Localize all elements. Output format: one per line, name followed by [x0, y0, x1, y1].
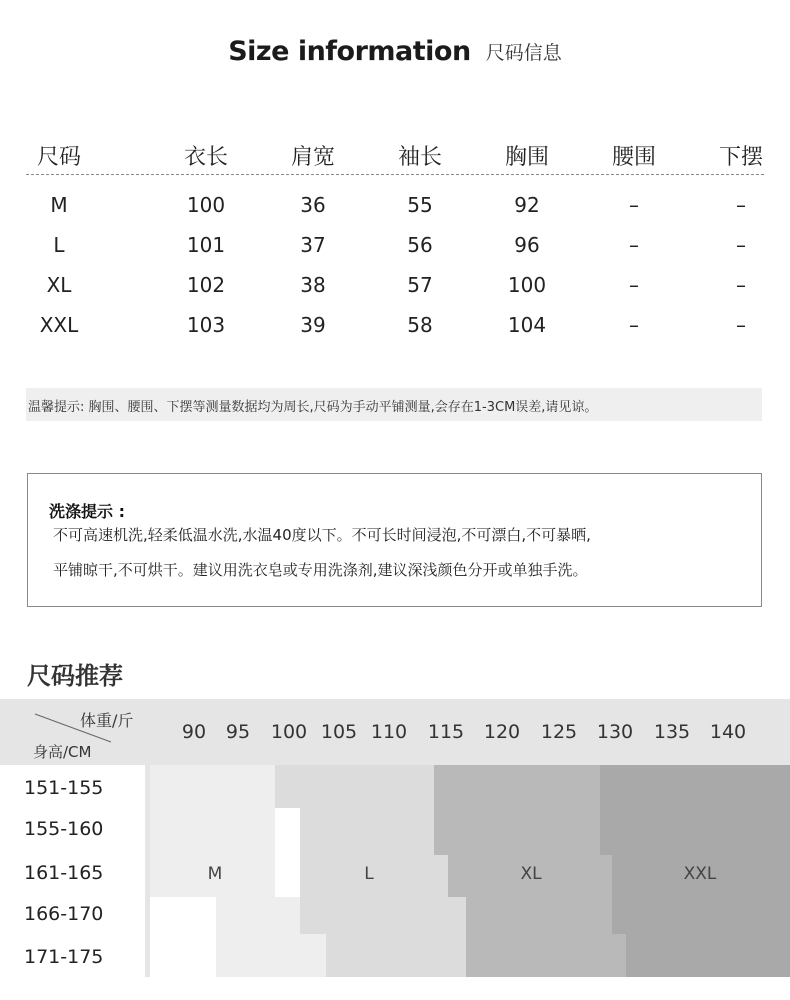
- weight-tick: 110: [370, 721, 408, 743]
- weight-tick: 100: [270, 721, 308, 743]
- table-cell: XXL: [39, 313, 79, 337]
- weight-axis-label: 体重/斤: [80, 711, 134, 730]
- table-cell: 104: [507, 313, 547, 337]
- zone-xxl: [600, 765, 790, 808]
- table-row: [26, 233, 764, 273]
- table-row: [26, 273, 764, 313]
- zone-m: [216, 897, 300, 977]
- table-cell: –: [629, 273, 639, 297]
- table-cell: –: [736, 193, 746, 217]
- table-cell: 96: [514, 233, 540, 257]
- column-header: 下摆: [718, 145, 763, 170]
- table-cell: 39: [300, 313, 326, 337]
- table-cell: 100: [186, 193, 226, 217]
- weight-tick: 90: [181, 721, 207, 743]
- size-table: [26, 140, 764, 353]
- zone-xl: [434, 765, 600, 808]
- recommend-title: 尺码推荐: [27, 662, 123, 690]
- table-cell: –: [629, 193, 639, 217]
- table-cell: 56: [407, 233, 433, 257]
- weight-tick: 125: [540, 721, 578, 743]
- table-cell: 58: [407, 313, 433, 337]
- zone-l: [300, 897, 466, 934]
- table-cell: –: [736, 233, 746, 257]
- height-axis-label: 身高/CM: [33, 743, 92, 761]
- table-row: [26, 193, 764, 233]
- height-range-label: 161-165: [24, 862, 104, 884]
- page-title: Size information: [228, 36, 471, 67]
- table-cell: 100: [507, 273, 547, 297]
- page-header: [0, 36, 790, 67]
- zone-xxl: [612, 897, 790, 934]
- zone-label-xxl: XXL: [683, 864, 717, 884]
- height-range-label: 151-155: [24, 777, 104, 799]
- zone-m-bottom-white: [150, 897, 216, 977]
- table-cell: 101: [186, 233, 226, 257]
- height-range-label: 171-175: [24, 946, 104, 968]
- page-subtitle: 尺码信息: [485, 42, 562, 64]
- table-cell: –: [736, 313, 746, 337]
- height-range-label: 155-160: [24, 818, 104, 840]
- weight-tick: 115: [427, 721, 465, 743]
- zone-xxl: [600, 808, 790, 855]
- column-header: 腰围: [611, 145, 656, 170]
- wash-text-line: 平铺晾干,不可烘干。建议用洗衣皂或专用洗涤剂,建议深浅颜色分开或单独手洗。: [53, 561, 588, 579]
- zone-xl: [466, 934, 626, 977]
- zone-l: [275, 765, 434, 808]
- table-cell: 102: [186, 273, 226, 297]
- table-cell: 37: [300, 233, 326, 257]
- column-header: 尺码: [36, 145, 81, 170]
- height-range-label: 166-170: [24, 903, 104, 925]
- zone-label-m: M: [207, 864, 223, 884]
- table-cell: –: [629, 233, 639, 257]
- table-cell: –: [736, 273, 746, 297]
- zone-xl: [434, 808, 600, 855]
- weight-tick: 95: [225, 721, 251, 743]
- column-header: 袖长: [397, 145, 442, 170]
- column-header: 胸围: [504, 145, 549, 170]
- column-header: 衣长: [183, 145, 228, 170]
- wash-title: 洗涤提示 :: [49, 502, 125, 521]
- weight-tick: 105: [320, 721, 358, 743]
- tip-text: 温馨提示: 胸围、腰围、下摆等测量数据均为周长,尺码为手动平铺测量,会存在1-3CM误差,请见谅。: [28, 400, 598, 415]
- weight-tick: 130: [596, 721, 634, 743]
- table-cell: XL: [46, 273, 72, 297]
- table-cell: 92: [514, 193, 540, 217]
- table-cell: 36: [300, 193, 326, 217]
- table-cell: M: [50, 193, 68, 217]
- column-header: 肩宽: [290, 145, 335, 170]
- zone-l: [300, 808, 434, 855]
- grid-bottom-edge: [0, 977, 790, 1000]
- weight-tick: 140: [709, 721, 747, 743]
- wash-text-line: 不可高速机洗,轻柔低温水洗,水温40度以下。不可长时间浸泡,不可漂白,不可暴晒,: [53, 526, 591, 544]
- table-cell: 55: [407, 193, 433, 217]
- zone-label-xl: XL: [520, 864, 542, 884]
- zone-l-step: [300, 934, 326, 977]
- weight-tick: 135: [653, 721, 691, 743]
- table-cell: 38: [300, 273, 326, 297]
- weight-tick: 120: [483, 721, 521, 743]
- table-cell: 57: [407, 273, 433, 297]
- table-row: [26, 313, 764, 353]
- header-divider: [26, 174, 764, 175]
- zone-l: [326, 934, 466, 977]
- table-cell: –: [629, 313, 639, 337]
- zone-xl: [466, 897, 612, 934]
- table-cell: L: [53, 233, 65, 257]
- zone-xxl: [626, 934, 790, 977]
- zone-label-l: L: [364, 864, 374, 884]
- table-header-row: [26, 140, 764, 174]
- table-cell: 103: [186, 313, 226, 337]
